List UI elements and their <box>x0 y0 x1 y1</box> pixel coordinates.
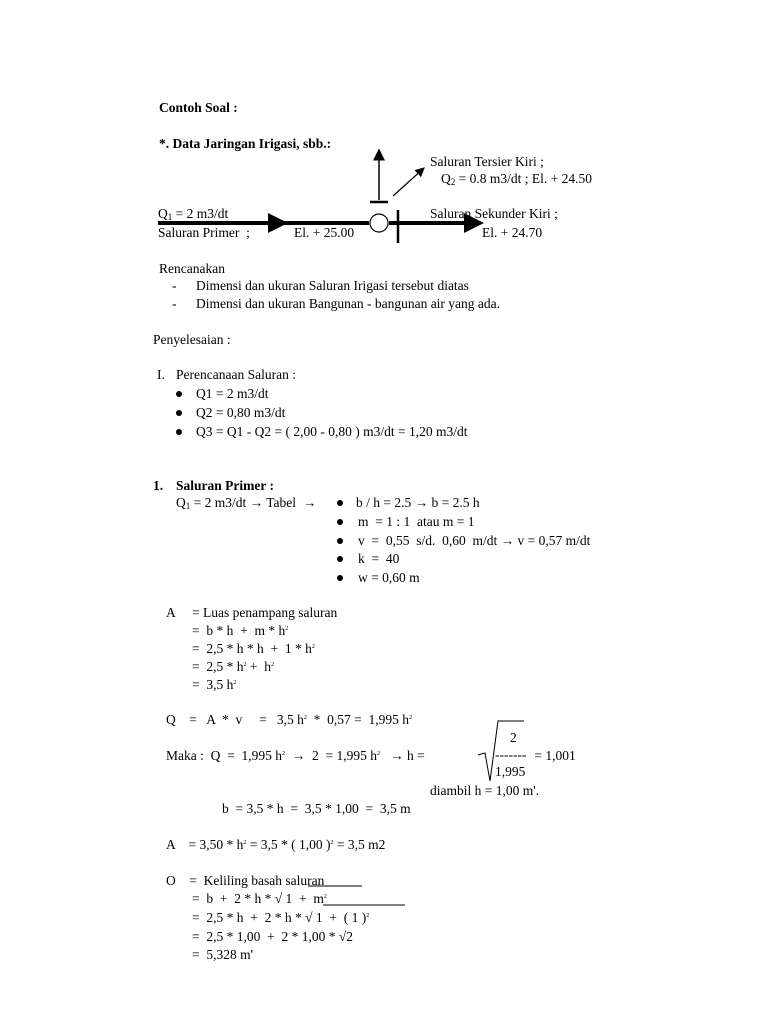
penyelesaian-heading: Penyelesaian : <box>153 332 231 347</box>
primer-label: Saluran Primer ; <box>158 225 250 240</box>
rencanakan-item: Dimensi dan ukuran Bangunan - bangunan air yang ada. <box>196 296 501 311</box>
area-line: = $b * h + m * h^2$ <box>192 623 289 638</box>
rencanakan-heading: Rencanakan <box>159 261 225 276</box>
frac-denominator: 1,995 <box>495 764 526 779</box>
tersier-label: Saluran Tersier Kiri ; <box>430 154 544 169</box>
primer-number: 1. <box>153 478 164 493</box>
tersier-discharge: $Q_2 = 0.8$ m3/dt ; El. + 24.50 <box>441 171 592 187</box>
area-symbol: A <box>166 605 176 620</box>
section-item: Q1 = 2 m3/dt <box>196 386 269 401</box>
area-line: = $2,5 * h * h + 1 * h^2$ <box>192 641 315 656</box>
primer-heading: Saluran Primer : <box>176 478 274 493</box>
sqrt-result: = 1,001 <box>531 748 576 763</box>
sekunder-label: Saluran Sekunder Kiri ; <box>430 206 558 221</box>
flow-equation: Q = A * v = 3,5 $h^2 * 0,57 = 1,995$ $h^2$ <box>166 712 412 727</box>
frac-numerator: 2 <box>510 730 517 745</box>
section-item: Q3 = Q1 - Q2 = ( 2,00 - 0,80 ) m3/dt = 1,20 m3/dt <box>196 424 468 439</box>
primer-param: b / h = 2.5 → b = 2.5 h <box>356 495 480 510</box>
frac-bar: ------- <box>495 747 527 762</box>
q1-label: $Q_1 = 2$ m3/dt <box>158 206 229 222</box>
primer-param: m = 1 : 1 atau m = 1 <box>358 514 475 529</box>
perimeter-line: = 5,328 m' <box>192 947 254 962</box>
perimeter-line: = 2,5 * 1,00 + 2 * 1,00 * √2 <box>192 929 354 944</box>
perimeter-line: O = Keliling basah saluran <box>166 873 325 888</box>
maka-equation: Maka : Q = 1,995 $h^2 \to 2 = 1,995$ $h^2$ → h = <box>166 748 425 763</box>
area-line: = $2,5 * h^2 + h^2$ <box>192 659 274 674</box>
rencanakan-item: Dimensi dan ukuran Saluran Irigasi tersebut diatas <box>196 278 469 293</box>
data-heading: *. Data Jaringan Irigasi, sbb.: <box>159 136 332 151</box>
primer-q-line: $Q_1 = 2$ m3/dt → Tabel → <box>176 495 317 511</box>
area-result: A = $3,50 * h^2 = 3,5$ * ( 1,00 )$^2$ = 3,5 m2 <box>166 837 386 852</box>
dash-marker: - <box>172 296 177 311</box>
section-numeral: I. <box>157 367 165 382</box>
section-heading: Perencanaan Saluran : <box>176 367 296 382</box>
area-line: = Luas penampang saluran <box>192 605 338 620</box>
primer-param: w = 0,60 m <box>358 570 420 585</box>
b-equation: b = 3,5 * h = 3,5 * 1,00 = 3,5 m <box>222 801 411 816</box>
page-title: Contoh Soal : <box>159 100 238 115</box>
primer-elevation: El. + 25.00 <box>294 225 355 240</box>
dash-marker: - <box>172 278 177 293</box>
diambil-line: diambil h = 1,00 m'. <box>430 783 540 798</box>
perimeter-line: = 2,5 * h + 2 * h * √ 1 + ( 1 )$^2$ <box>192 910 370 925</box>
primer-param: v = 0,55 s/d. 0,60 m/dt → v = 0,57 m/dt <box>358 533 591 548</box>
primer-param: k = 40 <box>358 551 400 566</box>
sekunder-elevation: El. + 24.70 <box>482 225 543 240</box>
area-line: = 3,5 $h^2$ <box>192 677 237 692</box>
perimeter-line: = b + 2 * h * √ $1 + m^2$ <box>192 891 327 906</box>
section-item: Q2 = 0,80 m3/dt <box>196 405 286 420</box>
